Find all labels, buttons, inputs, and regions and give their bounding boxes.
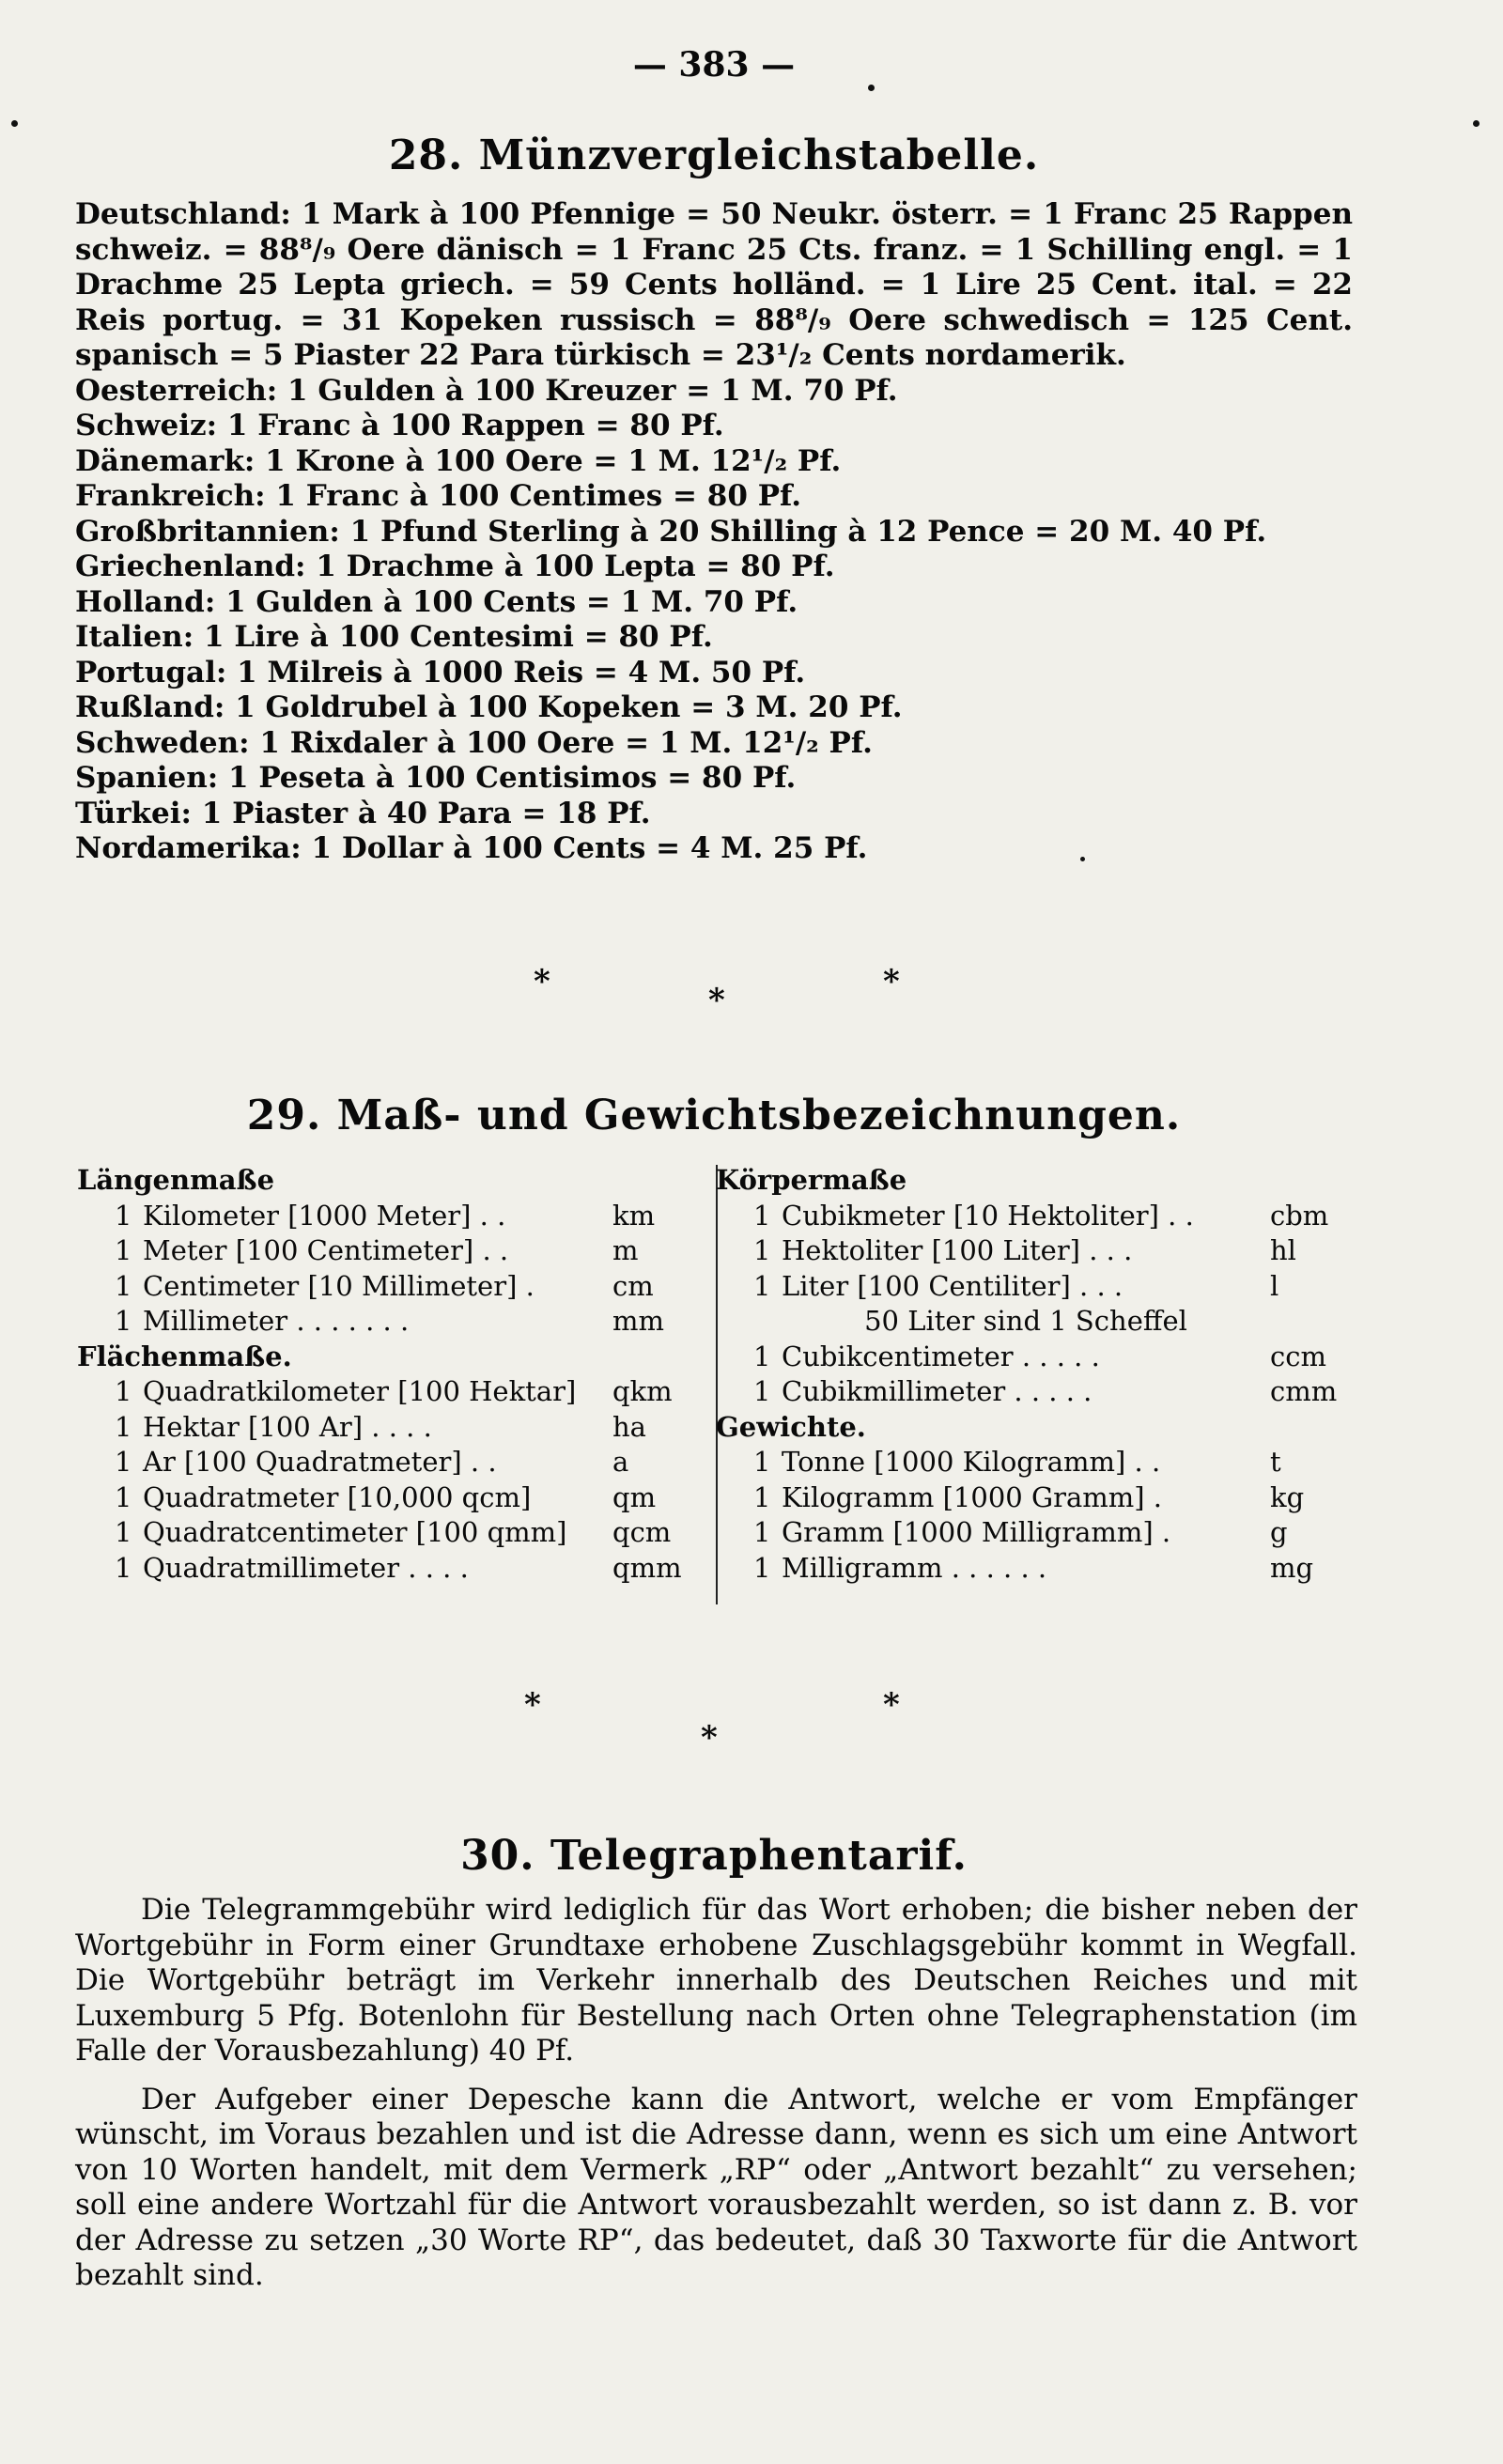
- coin-country: Holland:: [75, 584, 216, 619]
- coin-rate: 1 Gulden à 100 Cents = 1 M. 70 Pf.: [225, 584, 798, 619]
- print-speck: [868, 85, 875, 91]
- measure-name: Hektar [100 Ar] . . . .: [143, 1410, 432, 1443]
- measure-name: Quadratkilometer [100 Hektar]: [143, 1375, 577, 1407]
- measure-abbreviation: t: [1270, 1446, 1281, 1478]
- measure-name: Millimeter . . . . . . .: [143, 1305, 410, 1337]
- coin-entry: [75, 620, 1353, 656]
- measure-row: [77, 1551, 697, 1587]
- coin-rate: 1 Franc à 100 Centimes = 80 Pf.: [275, 479, 802, 513]
- coin-entry: [75, 479, 1353, 515]
- measure-name: Milligramm . . . . . .: [782, 1551, 1047, 1584]
- measure-quantity: 1: [753, 1446, 771, 1478]
- measure-abbreviation: mm: [612, 1305, 664, 1337]
- measure-abbreviation: hl: [1270, 1234, 1296, 1266]
- measure-row: [77, 1304, 697, 1340]
- measure-abbreviation: qcm: [612, 1516, 672, 1548]
- divider-star: *: [701, 1719, 718, 1757]
- measure-group-heading: Längenmaße: [77, 1164, 275, 1196]
- coin-table: [75, 197, 1353, 867]
- coin-country: Türkei:: [75, 796, 192, 830]
- measure-abbreviation: qmm: [612, 1551, 682, 1584]
- coin-rate: 1 Drachme à 100 Lepta = 80 Pf.: [316, 550, 835, 583]
- measure-row: [716, 1551, 1336, 1587]
- coin-entry: [75, 409, 1353, 444]
- measure-row: [77, 1480, 697, 1516]
- measure-quantity: 1: [753, 1516, 771, 1548]
- divider-star: *: [524, 1686, 541, 1724]
- coin-entry: [75, 726, 1353, 762]
- measure-abbreviation: m: [612, 1234, 639, 1266]
- measure-quantity: 1: [115, 1480, 132, 1513]
- coin-rate: 1 Gulden à 100 Kreuzer = 1 M. 70 Pf.: [287, 373, 898, 408]
- measure-abbreviation: g: [1270, 1516, 1288, 1548]
- coin-country: Spanien:: [75, 761, 219, 795]
- measure-quantity: 1: [753, 1551, 771, 1584]
- telegraph-paragraph: Der Aufgeber einer Depesche kann die Antwort, welche er vom Empfänger wünscht, im Voraus bezahlen und ist die Adresse dann, wenn es sich um eine Antwort von 10 Worten handelt, mit dem Vermerk „RP“ oder „Antwort bezahlt“ zu versehen; soll eine andere Wortzahl für die Antwort vorausbezahlt werden, so ist dann z. B. vor der Adresse zu setzen „30 Worte RP“, das bedeutet, daß 30 Taxworte für die Antwort bezahlt sind.: [75, 2082, 1357, 2292]
- print-speck: [1473, 120, 1480, 127]
- coin-country: Italien:: [75, 620, 194, 654]
- measure-name: Tonne [1000 Kilogramm] . .: [782, 1446, 1161, 1478]
- measure-name: Quadratcentimeter [100 qmm]: [143, 1516, 567, 1548]
- measure-quantity: 1: [115, 1305, 132, 1337]
- measure-name: Gramm [1000 Milligramm] .: [782, 1516, 1171, 1548]
- coin-country: Schweden:: [75, 725, 250, 760]
- measure-name: Kilometer [1000 Meter] . .: [143, 1199, 506, 1232]
- measure-row: [716, 1374, 1336, 1410]
- measure-note: [716, 1304, 1336, 1340]
- measure-name: Cubikmillimeter . . . . .: [782, 1375, 1092, 1407]
- measure-name: Kilogramm [1000 Gramm] .: [782, 1480, 1163, 1513]
- measure-row: [716, 1445, 1336, 1480]
- coin-rate: 1 Lire à 100 Centesimi = 80 Pf.: [203, 620, 713, 654]
- coin-rate: 1 Milreis à 1000 Reis = 4 M. 50 Pf.: [237, 655, 806, 690]
- coin-entry: [75, 444, 1353, 480]
- coin-entry: [75, 690, 1353, 726]
- measure-abbreviation: ccm: [1270, 1340, 1326, 1372]
- coin-entry: [75, 585, 1353, 621]
- measure-abbreviation: qkm: [612, 1375, 673, 1407]
- coin-rate: 1 Piaster à 40 Para = 18 Pf.: [201, 796, 651, 830]
- coin-country: Rußland:: [75, 690, 225, 724]
- coin-country: Deutschland:: [75, 197, 291, 231]
- measure-row: [77, 1269, 697, 1305]
- measure-quantity: 1: [115, 1446, 132, 1478]
- section-28-title: 28. Münzvergleichstabelle.: [388, 132, 1040, 179]
- measure-row: [77, 1445, 697, 1480]
- measure-row: [716, 1515, 1336, 1551]
- measure-abbreviation: cmm: [1270, 1375, 1338, 1407]
- measure-group-heading: Gewichte.: [716, 1410, 866, 1443]
- measure-name: 50 Liter sind 1 Scheffel: [864, 1305, 1187, 1337]
- measure-name: Centimeter [10 Millimeter] .: [143, 1269, 535, 1302]
- measure-quantity: 1: [753, 1480, 771, 1513]
- measure-abbreviation: a: [612, 1446, 629, 1478]
- measure-row: [716, 1199, 1336, 1234]
- telegraph-text: [75, 1893, 1357, 2307]
- measure-quantity: 1: [753, 1199, 771, 1232]
- coin-rate: 1 Rixdaler à 100 Oere = 1 M. 12¹/₂ Pf.: [259, 725, 873, 760]
- measure-row: [77, 1199, 697, 1234]
- measure-row: [77, 1233, 697, 1269]
- section-30-title: 30. Telegraphentarif.: [460, 1832, 968, 1880]
- measure-quantity: 1: [115, 1551, 132, 1584]
- coin-country: Großbritannien:: [75, 514, 340, 549]
- measure-quantity: 1: [753, 1375, 771, 1407]
- coin-entry: [75, 374, 1353, 410]
- coin-entry: [75, 831, 1353, 867]
- measure-abbreviation: ha: [612, 1410, 646, 1443]
- print-speck: [11, 120, 18, 127]
- measure-name: Quadratmillimeter . . . .: [143, 1551, 469, 1584]
- coin-country: Frankreich:: [75, 479, 266, 513]
- coin-rate: 1 Krone à 100 Oere = 1 M. 12¹/₂ Pf.: [265, 443, 842, 478]
- measure-row: [716, 1269, 1336, 1305]
- divider-star: *: [708, 982, 725, 1019]
- measure-name: Cubikmeter [10 Hektoliter] . .: [782, 1199, 1194, 1232]
- coin-rate: 1 Dollar à 100 Cents = 4 M. 25 Pf.: [311, 831, 868, 865]
- coin-country: Dänemark:: [75, 443, 256, 478]
- coin-rate: 1 Franc à 100 Rappen = 80 Pf.: [226, 409, 724, 442]
- measure-abbreviation: km: [612, 1199, 656, 1232]
- measure-quantity: 1: [115, 1269, 132, 1302]
- divider-star: *: [883, 963, 900, 1000]
- measure-abbreviation: cm: [612, 1269, 654, 1302]
- measure-row: [77, 1374, 697, 1410]
- measure-name: Quadratmeter [10,000 qcm]: [143, 1480, 532, 1513]
- coin-country: Oesterreich:: [75, 373, 278, 408]
- coin-entry: [75, 550, 1353, 585]
- coin-country: Portugal:: [75, 655, 227, 690]
- measure-group-heading: Körpermaße: [716, 1164, 907, 1196]
- divider-star: *: [534, 963, 550, 1000]
- telegraph-paragraph: Die Telegrammgebühr wird lediglich für das Wort erhoben; die bisher neben der Wortgebühr in Form einer Grundtaxe erhobene Zuschlagsgebühr kommt in Wegfall. Die Wortgebühr beträgt im Verkehr innerhalb des Deutschen Reiches und mit Luxemburg 5 Pfg. Botenlohn für Bestellung nach Orten ohne Telegraphenstation (im Falle der Vorausbezahlung) 40 Pf.: [75, 1893, 1357, 2068]
- measure-abbreviation: l: [1270, 1269, 1279, 1302]
- measures-left-column: [77, 1163, 697, 1586]
- coin-country: Schweiz:: [75, 409, 218, 442]
- measure-row: [77, 1515, 697, 1551]
- divider-star: *: [883, 1686, 900, 1724]
- page-number: — 383 —: [632, 45, 796, 85]
- measure-quantity: 1: [753, 1234, 771, 1266]
- measure-name: Cubikcentimeter . . . . .: [782, 1340, 1100, 1372]
- measure-quantity: 1: [115, 1199, 132, 1232]
- coin-entry: [75, 797, 1353, 832]
- measure-row: [716, 1340, 1336, 1375]
- coin-entry: [75, 761, 1353, 797]
- coin-entry: [75, 197, 1353, 374]
- measure-abbreviation: cbm: [1270, 1199, 1329, 1232]
- coin-rate: 1 Peseta à 100 Centisimos = 80 Pf.: [227, 761, 797, 795]
- measure-name: Liter [100 Centiliter] . . .: [782, 1269, 1123, 1302]
- measure-group-heading: Flächenmaße.: [77, 1340, 292, 1372]
- coin-entry: [75, 656, 1353, 691]
- measure-abbreviation: kg: [1270, 1480, 1305, 1513]
- measure-abbreviation: mg: [1270, 1551, 1314, 1584]
- measure-quantity: 1: [115, 1234, 132, 1266]
- coin-country: Griechenland:: [75, 550, 306, 583]
- measure-name: Hektoliter [100 Liter] . . .: [782, 1234, 1133, 1266]
- section-29-title: 29. Maß- und Gewichtsbezeichnungen.: [246, 1092, 1182, 1139]
- measure-quantity: 1: [115, 1516, 132, 1548]
- coin-country: Nordamerika:: [75, 831, 302, 865]
- measure-row: [716, 1233, 1336, 1269]
- coin-entry: [75, 515, 1353, 550]
- measure-quantity: 1: [115, 1375, 132, 1407]
- measure-quantity: 1: [115, 1410, 132, 1443]
- measure-row: [77, 1410, 697, 1446]
- measure-name: Meter [100 Centimeter] . .: [143, 1234, 509, 1266]
- measure-quantity: 1: [753, 1269, 771, 1302]
- measure-name: Ar [100 Quadratmeter] . .: [143, 1446, 497, 1478]
- coin-rate: 1 Goldrubel à 100 Kopeken = 3 M. 20 Pf.: [235, 690, 903, 724]
- measure-row: [716, 1480, 1336, 1516]
- measures-right-column: [716, 1163, 1336, 1586]
- coin-rate: 1 Mark à 100 Pfennige = 50 Neukr. österr. = 1 Franc 25 Rappen schweiz. = 88⁸/₉ Oere dänisch = 1 Franc 25 Cts. franz. = 1 Schilling engl. = 1 Drachme 25 Lepta griech. = 59 Cents holländ. = 1 Lire 25 Cent. ital. = 22 Reis portug. = 31 Kopeken russisch = 88⁸/₉ Oere schwedisch = 125 Cent. spanisch = 5 Piaster 22 Para türkisch = 23¹/₂ Cents nordamerik.: [75, 197, 1353, 372]
- coin-rate: 1 Pfund Sterling à 20 Shilling à 12 Pence = 20 M. 40 Pf.: [349, 514, 1267, 549]
- measure-abbreviation: qm: [612, 1480, 657, 1513]
- measure-quantity: 1: [753, 1340, 771, 1372]
